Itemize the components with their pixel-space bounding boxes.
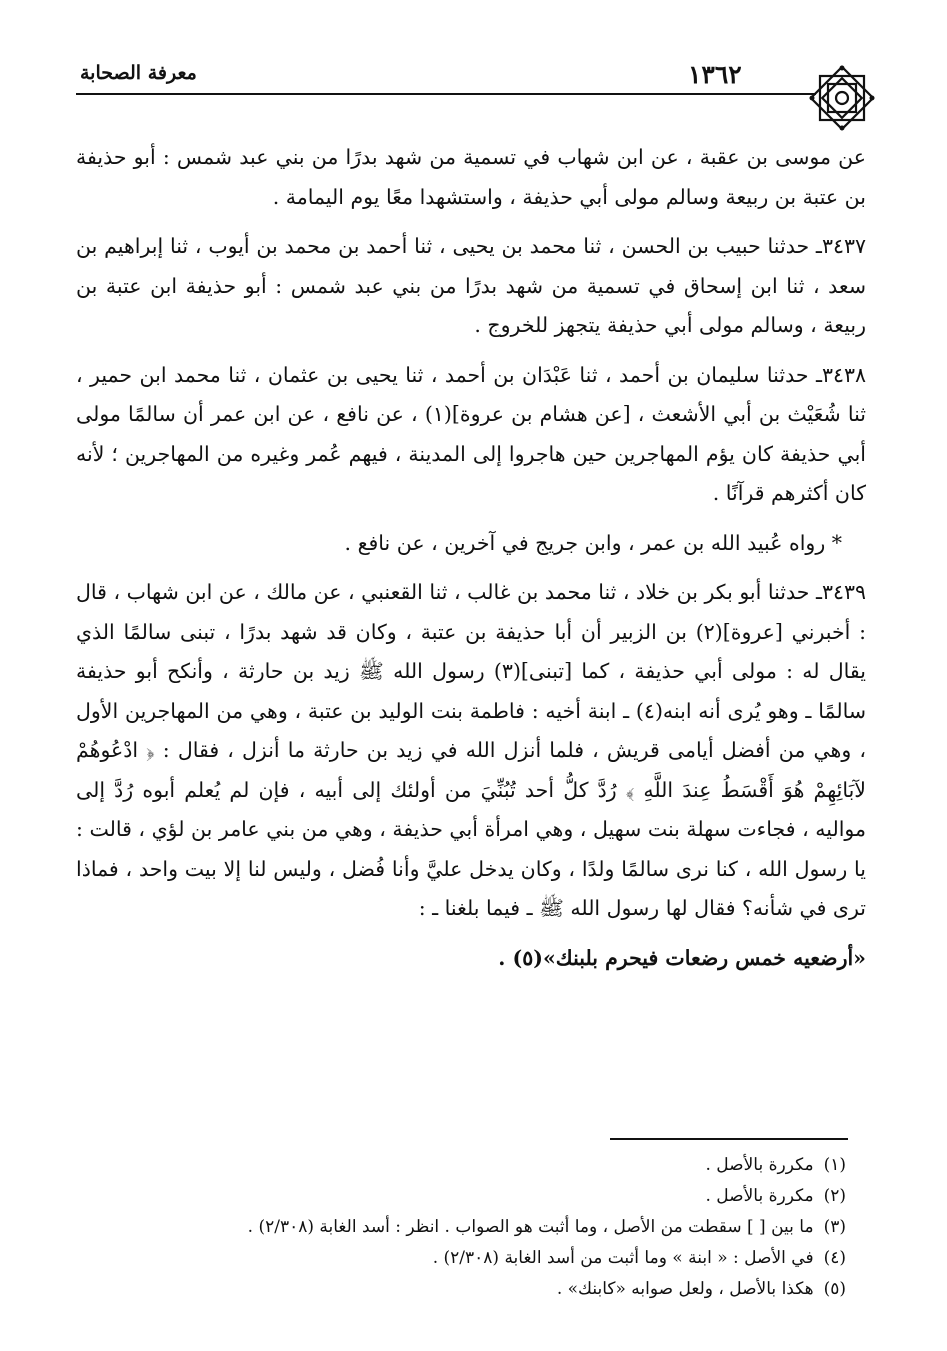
- islamic-star-ornament-icon: [808, 64, 876, 132]
- running-head-book-title: معرفة الصحابة: [80, 62, 197, 84]
- footnote: [76, 1274, 846, 1305]
- footnote: [76, 1243, 846, 1274]
- footnote-separator: [610, 1138, 848, 1140]
- footnote-text: في الأصل : « ابنة » وما أثبت من أسد الغابة (٢/٣٠٨) .: [432, 1248, 814, 1268]
- footnote-text: هكذا بالأصل ، ولعل صوابه «كابنك» .: [556, 1279, 814, 1299]
- prophetic-quote: «أرضعيه خمس رضعات فيحرم بلبنك»(٥) .: [498, 945, 866, 970]
- footnote-marker: (٣): [823, 1217, 846, 1237]
- footnote-marker: (٢): [823, 1186, 846, 1206]
- footnote-marker: (١): [823, 1155, 846, 1175]
- paragraph-narration-note: * رواه عُبيد الله بن عمر ، وابن جريج في آخرين ، عن نافع .: [344, 530, 842, 555]
- header-rule: [76, 93, 816, 95]
- footnote: [76, 1212, 846, 1243]
- paragraph-hadith-3439: ٣٤٣٩ـ حدثنا أبو بكر بن خلاد ، ثنا محمد بن غالب ، ثنا القعنبي ، عن مالك ، عن ابن شهاب ، قال : أخبرني [عروة](٢) بن الزبير أن أبا حذيفة بن عتبة ، وكان قد شهد بدرًا ، تبنى سالمًا الذي يقال له : مولى أبي حذيفة ، كما [تبنى](٣) رسول الله ﷺ زيد بن حارثة ، وأنكح أبو حذيفة سالمًا ـ وهو يُرى أنه ابنه(٤) ـ ابنة أخيه : فاطمة بنت الوليد بن عتبة ، وهي من المهاجرين الأول ، وهي من أفضل أيامى قريش ، فلما أنزل الله في زيد بن حارثة ما أنزل ، فقال : ﴿ ادْعُوهُمْ لآبَائِهِمْ هُوَ أَقْسَطُ عِندَ اللَّهِ ﴾ رُدَّ كلُّ أحد تُبُنِّيَ من أولئك إلى أبيه ، فإن لم يُعلم أبوه رُدَّ إلى مواليه ، فجاءت سهلة بنت سهيل ، وهي امرأة أبي حذيفة ، وهي من بني عامر بن لؤي ، قالت : يا رسول الله ، كنا نرى سالمًا ولدًا ، وكان يدخل عليَّ وأنا فُضل ، وليس لنا إلا بيت واحد ، فماذا ترى في شأنه؟ فقال لها رسول الله ﷺ ـ فيما بلغنا ـ :: [76, 580, 866, 920]
- paragraph-hadith-3438: ٣٤٣٨ـ حدثنا سليمان بن أحمد ، ثنا عَبْدَان بن أحمد ، ثنا يحيى بن عثمان ، ثنا محمد ابن حمير ، ثنا شُعَيْث بن أبي الأشعث ، [عن هشام بن عروة](١) ، عن نافع ، عن ابن عمر أن سالمًا مولى أبي حذيفة كان يؤم المهاجرين حين هاجروا إلى المدينة ، فيهم عُمر وغيره من المهاجرين ؛ لأنه كان أكثرهم قرآنًا .: [76, 362, 866, 505]
- footnote-text: مكررة بالأصل .: [705, 1186, 814, 1206]
- footnote: [76, 1181, 846, 1212]
- footnote-text: ما بين [ ] سقطت من الأصل ، وما أثبت هو الصواب . انظر : أسد الغابة (٢/٣٠٨) .: [247, 1217, 814, 1237]
- footnotes: [76, 1150, 846, 1305]
- footnote-marker: (٥): [823, 1279, 846, 1299]
- footnote-text: مكررة بالأصل .: [705, 1155, 814, 1175]
- page-number: ١٣٦٢: [688, 60, 742, 89]
- footnote: [76, 1150, 846, 1181]
- footnote-marker: (٤): [823, 1248, 846, 1268]
- main-text: [76, 138, 866, 988]
- paragraph-hadith-3437: ٣٤٣٧ـ حدثنا حبيب بن الحسن ، ثنا محمد بن يحيى ، ثنا أحمد بن محمد بن أيوب ، ثنا إبراهيم بن سعد ، ثنا ابن إسحاق في تسمية من شهد بدرًا من بني عبد شمس : أبو حذيفة ابن عتبة بن ربيعة ، وسالم مولى أبي حذيفة يتجهز للخروج .: [76, 234, 866, 337]
- paragraph-continuation: عن موسى بن عقبة ، عن ابن شهاب في تسمية من شهد بدرًا من بني عبد شمس : أبو حذيفة بن عتبة بن ربيعة وسالم مولى أبي حذيفة ، واستشهدا معًا يوم اليمامة .: [76, 145, 866, 209]
